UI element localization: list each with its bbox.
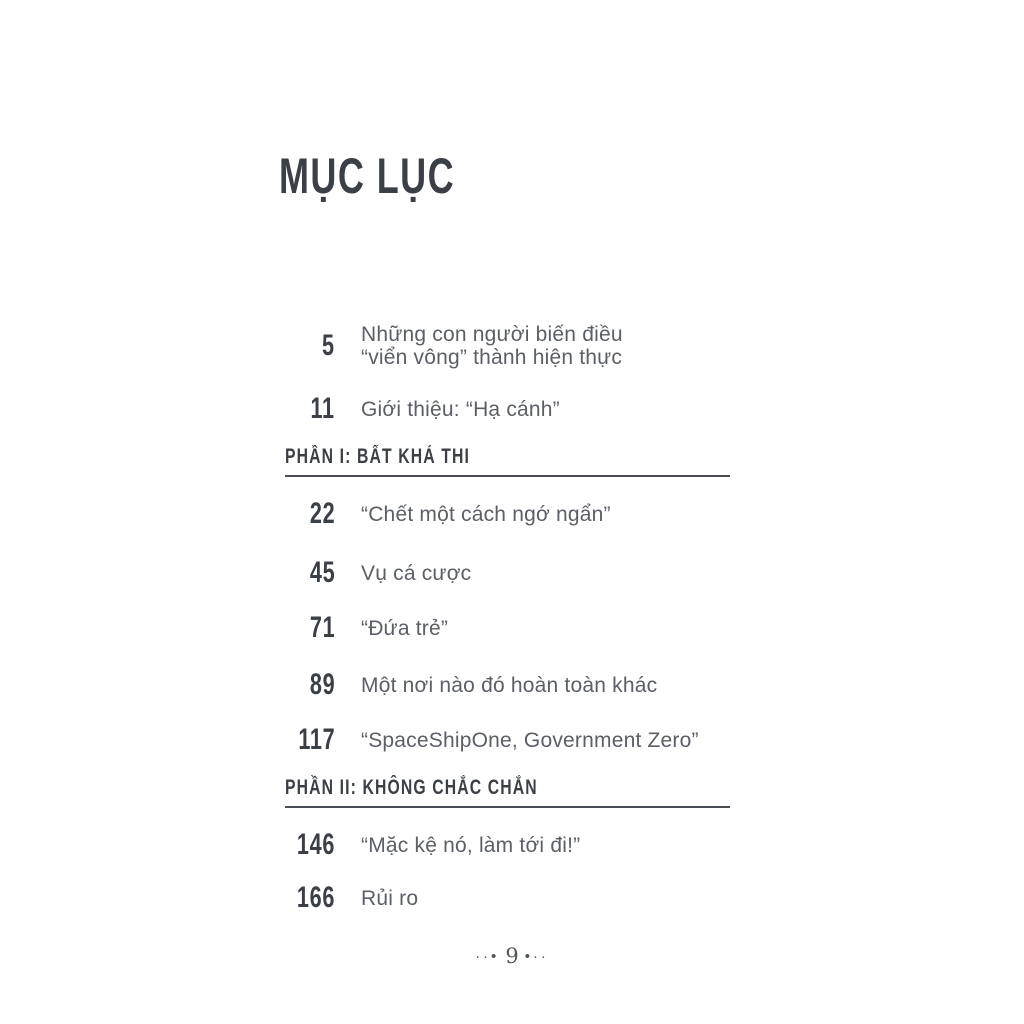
toc-entry-page-number — [0, 828, 335, 862]
toc-entry-title-line1: Vụ cá cược — [361, 561, 472, 585]
toc-entry-page-number — [0, 556, 335, 590]
toc-entry-page-number-text: 71 — [309, 611, 335, 644]
toc-entry — [0, 665, 1024, 705]
toc-entry-page-number — [0, 611, 335, 645]
toc-entry-page-number-text: 5 — [322, 329, 335, 362]
toc-entry-title — [361, 674, 657, 697]
footer-left-dots: ··• — [475, 948, 500, 965]
toc-entry-title-line1: Giới thiệu: “Hạ cánh” — [361, 397, 560, 421]
toc-entry — [0, 389, 1024, 429]
toc-entry-title-line1: “Chết một cách ngớ ngẩn” — [361, 502, 611, 526]
toc-entry-title — [361, 503, 611, 526]
toc-entry — [0, 553, 1024, 593]
footer-page-number: 9 — [505, 944, 519, 968]
toc-entry-page-number — [0, 392, 335, 426]
page-footer — [0, 944, 1024, 968]
toc-entry-page-number-text: 11 — [310, 392, 335, 425]
toc-entry — [0, 608, 1024, 648]
toc-entry-page-number-text: 45 — [309, 556, 335, 589]
toc-entry-title-line2: “viển vông” thành hiện thực — [361, 346, 623, 369]
toc-entry-page-number-text: 89 — [309, 668, 335, 701]
toc-entry-page-number — [0, 881, 335, 915]
toc-section-header-label: PHẦN II: KHÔNG CHẮC CHẮN — [285, 776, 538, 799]
toc-entry-title-line1: Rủi ro — [361, 886, 419, 910]
toc-entry-title — [361, 617, 448, 640]
toc-entry-title — [361, 887, 418, 910]
toc-entry — [0, 316, 1024, 376]
toc-entry-title-line1: “Đứa trẻ” — [361, 616, 449, 640]
toc-entry-title — [361, 729, 699, 752]
toc-section-header — [285, 775, 730, 808]
page-title — [279, 150, 524, 202]
toc-entry-page-number — [0, 668, 335, 702]
toc-entry — [0, 878, 1024, 918]
page-title-text: MỤC LỤC — [279, 148, 456, 204]
toc-entry-page-number — [0, 497, 335, 531]
toc-entry-title-line1: Những con người biến điều — [361, 323, 623, 346]
toc-entry-title — [361, 834, 580, 857]
toc-entry-title — [361, 323, 623, 369]
toc-entry-page-number — [0, 329, 335, 363]
toc-entry-page-number-text: 166 — [296, 881, 335, 914]
toc-section-header — [285, 444, 730, 477]
toc-entry-title — [361, 562, 471, 585]
toc-entry-title-line1: Một nơi nào đó hoàn toàn khác — [361, 673, 658, 697]
toc-entry — [0, 494, 1024, 534]
toc-entry-page-number-text: 22 — [309, 497, 335, 530]
footer-right-dots: •·· — [524, 948, 549, 965]
toc-section-header-label: PHẦN I: BẤT KHẢ THI — [285, 445, 470, 468]
toc-entry-title-line1: “SpaceShipOne, Government Zero” — [361, 728, 699, 752]
toc-entry-title-line1: “Mặc kệ nó, làm tới đi!” — [361, 833, 581, 857]
toc-entry-title — [361, 398, 560, 421]
toc-entry — [0, 825, 1024, 865]
toc-entry-page-number — [0, 723, 335, 757]
toc-entry-page-number-text: 117 — [297, 723, 335, 756]
toc-entry-page-number-text: 146 — [296, 828, 335, 861]
toc-entry — [0, 720, 1024, 760]
